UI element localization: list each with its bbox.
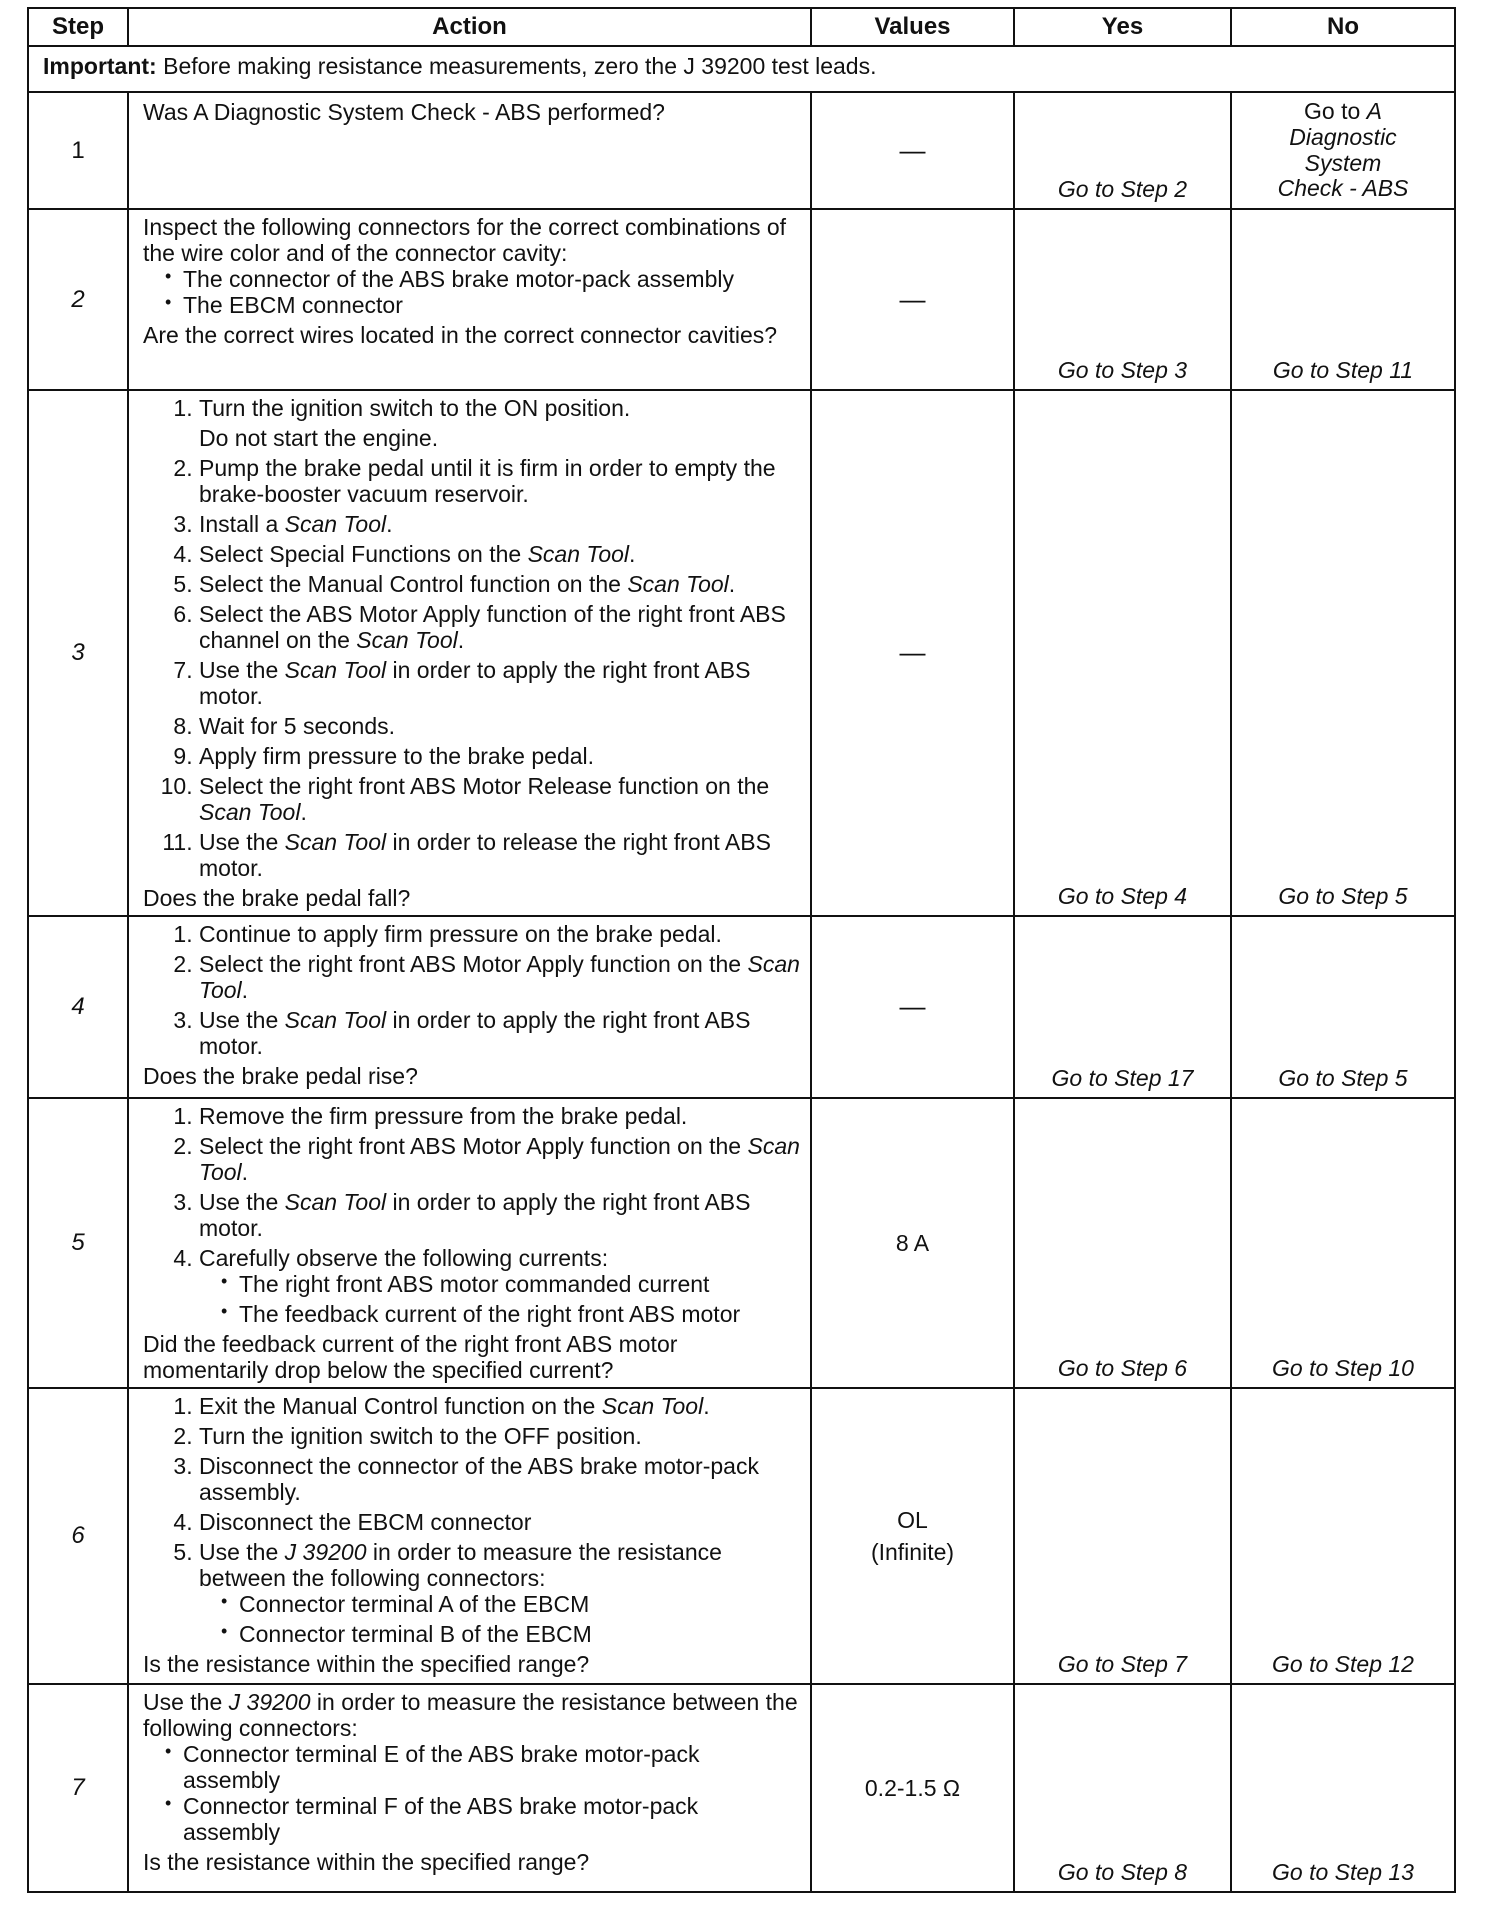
list-item [199,571,800,597]
action-cell [128,1098,811,1388]
value-cell: — [811,92,1014,209]
table-row [28,1388,1455,1684]
list-item-note: Do not start the engine. [199,424,439,451]
action-body [129,917,810,1093]
list-item-text: Select the right front ABS Motor Apply function on the [199,950,748,977]
list-item [199,1007,800,1059]
tool-name: Scan Tool [199,1132,800,1185]
action-body [129,1685,810,1879]
important-text: Before making resistance measurements, zero the J 39200 test leads. [156,53,877,79]
step-number: 1 [28,92,128,209]
action-body [129,210,810,352]
list-item [199,601,800,653]
yes-cell: Go to Step 6 [1014,1098,1231,1388]
list-item [199,1539,800,1647]
action-intro [143,1689,800,1741]
list-item [199,951,800,1003]
header-no: No [1231,8,1455,46]
list-item-text: in order to release the right front ABS motor. [199,828,771,881]
header-yes: Yes [1014,8,1231,46]
no-line [1232,99,1454,125]
list-item: 9. Apply firm pressure to the brake pedal. [199,743,800,769]
action-question: Does the brake pedal rise? [143,1062,418,1089]
value-cell: 8 A [811,1098,1014,1388]
step-number: 7 [28,1684,128,1892]
tool-name: Scan Tool [527,540,630,567]
important-row [28,46,1455,92]
list-item: • The feedback current of the right front ABS motor [219,1301,800,1327]
action-cell [128,92,811,209]
list-item-text: in order to measure the resistance between the following connectors: [199,1538,722,1591]
table-row [28,92,1455,209]
action-cell [128,916,811,1098]
no-cell: Go to Step 10 [1231,1098,1455,1388]
bullet-list [143,1741,800,1845]
list-item-text: Use the [199,828,285,855]
list-item [199,1189,800,1241]
tool-name: J 39200 [284,1538,367,1565]
no-cell: Go to Step 5 [1231,916,1455,1098]
bullet-list [199,1591,800,1647]
list-item: 1. Remove the firm pressure from the brake pedal. [199,1103,800,1129]
list-item-text: Install a [199,510,285,537]
tool-name: Scan Tool [627,570,729,597]
yes-cell: Go to Step 2 [1014,92,1231,209]
list-item-text: Select the right front ABS Motor Apply function on the [199,1132,748,1159]
list-item-text: . [703,1392,710,1419]
tool-name: Scan Tool [601,1392,704,1419]
list-item: • The right front ABS motor commanded current [219,1271,800,1297]
yes-cell: Go to Step 8 [1014,1684,1231,1892]
list-item: 3. Disconnect the connector of the ABS brake motor-pack assembly. [199,1453,800,1505]
action-question: Is the resistance within the specified range? [143,1848,590,1875]
action-question: Is the resistance within the specified range? [143,1650,590,1677]
no-cell: Go to Step 12 [1231,1388,1455,1684]
no-cell: Go to Step 11 [1231,209,1455,390]
intro-text: Use the [143,1688,229,1715]
value-cell: — [811,209,1014,390]
list-item [199,395,800,451]
tool-name: Scan Tool [284,1188,387,1215]
list-item: • Connector terminal A of the EBCM [219,1591,800,1617]
numbered-list [143,395,800,881]
no-line-text: Go to [1304,98,1367,124]
action-question: Did the feedback current of the right front ABS motor momentarily drop below the specified current? [143,1330,678,1383]
list-item [199,773,800,825]
list-item: 1. Continue to apply firm pressure on the brake pedal. [199,921,800,947]
no-line-text: A [1366,98,1382,124]
important-label: Important: [43,53,157,79]
list-item: • Connector terminal E of the ABS brake motor-pack assembly [163,1741,800,1793]
value-line: OL [897,1506,928,1533]
list-item: • Connector terminal B of the EBCM [219,1621,800,1647]
list-item-text: . [629,540,636,567]
value-cell: — [811,916,1014,1098]
tool-name: Scan Tool [284,1006,387,1033]
table-row [28,390,1455,916]
yes-cell: Go to Step 4 [1014,390,1231,916]
list-item: • The EBCM connector [163,292,800,318]
list-item-text: Select the right front ABS Motor Release function on the [199,772,770,799]
list-item [199,657,800,709]
list-item-text: in order to apply the right front ABS motor. [199,1188,751,1241]
step-number: 3 [28,390,128,916]
list-item-text: Use the [199,1006,285,1033]
action-body [129,1099,810,1387]
list-item-text: . [728,570,736,597]
tool-name: Scan Tool [199,950,800,1003]
list-item-text: Select Special Functions on the [199,540,528,567]
action-body [129,391,810,915]
action-question: Was A Diagnostic System Check - ABS performed? [143,99,665,125]
action-cell [128,209,811,390]
yes-cell: Go to Step 7 [1014,1388,1231,1684]
no-cell: Go to Step 5 [1231,390,1455,916]
list-item-text: Select the Manual Control function on the [199,570,628,597]
action-question: Does the brake pedal fall? [143,884,411,911]
list-item-text: . [300,798,307,825]
list-item-text: . [241,1158,249,1185]
table-row [28,1684,1455,1892]
header-action: Action [128,8,811,46]
header-values: Values [811,8,1014,46]
value-cell: 0.2-1.5 Ω [811,1684,1014,1892]
numbered-list [143,921,800,1059]
value-cell: — [811,390,1014,916]
list-item-text: . [386,510,393,537]
action-cell [128,1388,811,1684]
tool-name: J 39200 [228,1688,311,1715]
no-cell: Go to Step 13 [1231,1684,1455,1892]
list-item-text: Exit the Manual Control function on the [199,1392,602,1419]
list-item: 2. Pump the brake pedal until it is firm in order to empty the brake-booster vacuum reservoir. [199,455,800,507]
list-item-text: in order to apply the right front ABS motor. [199,1006,751,1059]
header-step: Step [28,8,128,46]
diagnostic-table [27,7,1456,1893]
list-item [199,829,800,881]
tool-name: Scan Tool [284,828,387,855]
step-number: 4 [28,916,128,1098]
list-item: • The connector of the ABS brake motor-pack assembly [163,266,800,292]
no-line: System [1304,149,1382,176]
numbered-list [143,1393,800,1647]
list-item-text: Turn the ignition switch to the ON position. [199,395,631,421]
no-line: Diagnostic [1289,123,1397,150]
list-item: 4. Disconnect the EBCM connector [199,1509,800,1535]
intro-text: in order to measure the resistance between the following connectors: [143,1688,798,1741]
list-item-text: Select the ABS Motor Apply function of the right front ABS channel on the [199,600,786,653]
step-number: 5 [28,1098,128,1388]
action-question: Are the correct wires located in the correct connector cavities? [143,321,778,348]
list-item-text: Carefully observe the following currents: [199,1244,609,1271]
step-number: 6 [28,1388,128,1684]
list-item: 8. Wait for 5 seconds. [199,713,800,739]
bullet-list [143,266,800,318]
step-number: 2 [28,209,128,390]
list-item-text: . [457,626,465,653]
list-item [199,1245,800,1327]
value-line: (Infinite) [870,1538,955,1565]
list-item-text: Use the [199,1538,285,1565]
list-item [199,541,800,567]
list-item [199,1133,800,1185]
value-cell [811,1388,1014,1684]
table-row [28,1098,1455,1388]
table-row [28,209,1455,390]
action-cell [128,390,811,916]
list-item-text: Use the [199,1188,285,1215]
list-item [199,1393,800,1419]
list-item-text: . [241,976,249,1003]
tool-name: Scan Tool [284,656,387,683]
action-intro: Inspect the following connectors for the correct combinations of the wire color and of the connector cavity: [143,214,787,266]
table-row [28,916,1455,1098]
no-line: Check - ABS [1277,175,1409,202]
list-item: 2. Turn the ignition switch to the OFF position. [199,1423,800,1449]
no-cell [1231,92,1455,209]
list-item [199,511,800,537]
list-item: • Connector terminal F of the ABS brake motor-pack assembly [163,1793,800,1845]
numbered-list [143,1103,800,1327]
important-note [28,46,1455,92]
bullet-list [199,1271,800,1327]
yes-cell: Go to Step 3 [1014,209,1231,390]
yes-cell: Go to Step 17 [1014,916,1231,1098]
header-row [28,8,1455,46]
tool-name: Scan Tool [284,510,387,537]
action-cell [128,1684,811,1892]
list-item-text: Use the [199,656,285,683]
list-item-text: in order to apply the right front ABS motor. [199,656,751,709]
tool-name: Scan Tool [356,626,458,653]
action-body [129,1389,810,1681]
tool-name: Scan Tool [199,798,301,825]
